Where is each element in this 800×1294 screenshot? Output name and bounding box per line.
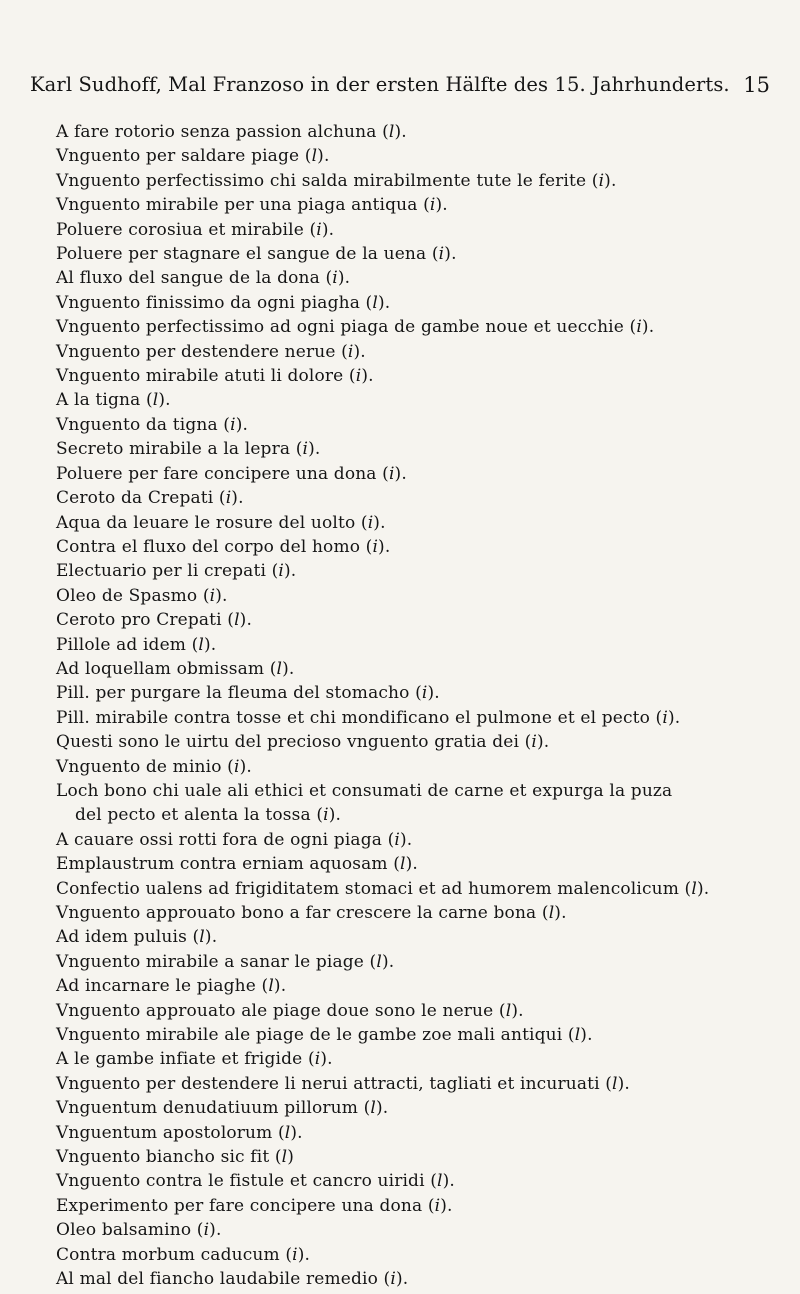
list-item: Poluere per fare concipere una dona (i). — [56, 463, 407, 484]
list-item: Electuario per li crepati (i). — [56, 561, 297, 582]
list-item: A cauare ossi rotti fora de ogni piaga (i). — [56, 829, 413, 850]
entry-text: Vnguento de minio — [56, 756, 222, 777]
source-marker: i — [429, 195, 436, 216]
entry-text: A la tigna — [56, 390, 141, 411]
entry-text: Vnguento biancho sic fit — [56, 1147, 270, 1168]
entry-end: . — [328, 219, 335, 240]
list-item: Oleo balsamino (i). — [56, 1220, 222, 1241]
entry-end: . — [587, 1025, 593, 1046]
list-item: A la tigna (l). — [56, 390, 171, 411]
source-marker: l — [505, 1000, 512, 1021]
entry-end: . — [384, 292, 391, 313]
source-marker: i — [278, 561, 284, 582]
entry-text: Vnguento per saldare piage — [56, 146, 300, 167]
entry-text: Loch bono chi uale ali ethici et consumati de carne et expurga la puza — [56, 780, 673, 801]
entry-end: . — [434, 683, 440, 704]
list-item: Ad loquellam obmissam (l). — [56, 658, 295, 679]
entry-text: Pill. mirabile contra tosse et chi mondificano el pulmone et el pecto — [56, 707, 650, 728]
source-marker: l — [152, 390, 159, 411]
source-marker: l — [574, 1025, 581, 1046]
source-marker: i — [434, 1195, 441, 1216]
list-item: Vnguento finissimo da ogni piagha (l). — [56, 292, 391, 313]
source-marker: l — [548, 903, 555, 923]
entry-end: . — [401, 122, 407, 142]
list-item: Pill. per purgare la fleuma del stomacho (i). — [56, 683, 440, 704]
running-title: Karl Sudhoff, Mal Franzoso in der ersten Hälfte des 15. Jahrhunderts. — [30, 73, 730, 96]
entry-end: . — [561, 903, 567, 923]
source-marker: l — [311, 146, 318, 167]
source-marker: i — [438, 244, 445, 265]
entry-text: A cauare ossi rotti fora de ogni piaga — [56, 829, 383, 850]
source-marker: i — [230, 414, 236, 435]
list-item: Ceroto da Crepati (i). — [56, 488, 244, 509]
entry-text: Vnguento per destendere nerue — [56, 341, 336, 362]
list-item — [56, 779, 756, 828]
source-marker: i — [233, 756, 240, 777]
source-marker: l — [400, 854, 406, 875]
source-marker: l — [376, 951, 382, 972]
entry-end: . — [211, 927, 218, 948]
recipe-list — [56, 120, 756, 1292]
page-header — [30, 73, 770, 103]
entry-continuation: del pecto et alenta la tossa (i). — [75, 805, 342, 826]
entry-end: . — [442, 195, 448, 216]
entry-end: . — [246, 756, 252, 777]
source-marker: i — [316, 219, 322, 240]
source-marker: l — [372, 292, 378, 313]
source-marker: l — [691, 878, 697, 899]
list-item: Vnguentum denudatiuum pillorum (l). — [56, 1098, 389, 1119]
source-marker: l — [198, 634, 204, 655]
source-marker: i — [302, 439, 309, 460]
entry-end: . — [518, 1000, 524, 1021]
source-marker: i — [662, 707, 668, 728]
entry-end: . — [288, 658, 295, 679]
entry-end: . — [447, 1195, 453, 1216]
entry-text: Poluere per stagnare el sangue de la uena — [56, 244, 427, 265]
page-number: 15 — [743, 73, 770, 97]
entry-end: . — [335, 805, 342, 826]
entry-end: . — [215, 1220, 222, 1241]
list-item: Vnguento mirabile a sanar le piage (l). — [56, 951, 395, 972]
entry-text: Vnguento perfectissimo chi salda mirabilmente tute le ferite — [56, 170, 587, 191]
list-item: Emplaustrum contra erniam aquosam (l). — [56, 854, 418, 875]
source-marker: i — [372, 536, 379, 557]
entry-text: Vnguento per destendere li nerui attracti, tagliati et incuruati — [56, 1073, 600, 1094]
entry-text: Vnguento approuato ale piage doue sono le nerue — [56, 1000, 494, 1021]
entry-text: Vnguento da tigna — [56, 414, 218, 435]
entry-end: . — [238, 488, 244, 509]
source-marker: i — [292, 1244, 298, 1265]
entry-end: . — [388, 951, 395, 972]
entry-end: . — [280, 976, 287, 997]
entry-end: . — [344, 268, 351, 289]
source-marker: l — [370, 1098, 376, 1119]
entry-end: . — [703, 878, 710, 899]
entry-text: Electuario per li crepati — [56, 561, 267, 582]
source-marker: l — [234, 610, 240, 631]
list-item: Aqua da leuare le rosure del uolto (i). — [56, 512, 386, 533]
list-item: Secreto mirabile a la lepra (i). — [56, 439, 321, 460]
entry-text: Poluere corosiua et mirabile — [56, 219, 304, 240]
entry-text: Oleo balsamino — [56, 1220, 192, 1241]
entry-end: . — [402, 1269, 409, 1290]
entry-end: . — [624, 1073, 630, 1094]
source-marker: i — [390, 1269, 396, 1290]
source-marker: i — [355, 366, 362, 387]
list-item: Confectio ualens ad frigiditatem stomaci et ad humorem malencolicum (l). — [56, 878, 710, 899]
entry-end: . — [406, 829, 413, 850]
list-item: Vnguento perfectissimo ad ogni piaga de gambe noue et uecchie (i). — [56, 317, 655, 338]
entry-end: . — [304, 1244, 311, 1265]
entry-end: . — [290, 561, 297, 582]
list-item: Vnguentum apostolorum (l). — [56, 1122, 303, 1143]
entry-continuation-text: del pecto et alenta la tossa — [75, 805, 311, 826]
entry-end: . — [210, 634, 217, 655]
entry-end: . — [648, 317, 655, 338]
source-marker: l — [437, 1171, 443, 1192]
entry-text: Vnguento contra le fistule et cancro uiridi — [56, 1171, 425, 1192]
source-marker: l — [284, 1122, 291, 1143]
source-marker: l — [276, 658, 283, 679]
list-item: Vnguento approuato ale piage doue sono le nerue (l). — [56, 1000, 524, 1021]
entry-end: . — [165, 390, 171, 411]
source-marker: i — [421, 683, 428, 704]
source-marker: i — [347, 341, 354, 362]
entry-text: Poluere per fare concipere una dona — [56, 463, 377, 484]
list-item: Vnguento mirabile per una piaga antiqua (i). — [56, 195, 448, 216]
list-item: Poluere corosiua et mirabile (i). — [56, 219, 335, 240]
list-item: Vnguento contra le fistule et cancro uiridi (l). — [56, 1171, 455, 1192]
entry-text: Questi sono le uirtu del precioso vnguento gratia dei — [56, 732, 520, 753]
source-marker: i — [314, 1049, 321, 1070]
list-item: Pillole ad idem (l). — [56, 634, 217, 655]
entry-text: Vnguento mirabile ale piage de le gambe zoe mali antiqui — [56, 1025, 563, 1046]
entry-text: Aqua da leuare le rosure del uolto — [56, 512, 356, 533]
list-item: Ad idem puluis (l). — [56, 927, 218, 948]
source-marker: l — [199, 927, 205, 948]
source-marker: i — [394, 829, 400, 850]
entry-end: . — [543, 732, 550, 753]
entry-text: Ceroto pro Crepati — [56, 610, 222, 631]
source-marker: i — [531, 732, 537, 753]
list-item: Poluere per stagnare el sangue de la uena (i). — [56, 244, 457, 265]
list-item: Vnguento biancho sic fit (l) — [56, 1147, 295, 1168]
list-item: Experimento per fare concipere una dona (i). — [56, 1195, 453, 1216]
source-marker: i — [225, 488, 232, 509]
entry-end: . — [323, 146, 330, 167]
list-item: Ceroto pro Crepati (l). — [56, 610, 253, 631]
list-item: Pill. mirabile contra tosse et chi mondificano el pulmone et el pecto (i). — [56, 707, 681, 728]
entry-end: . — [380, 512, 386, 533]
entry-text: Al fluxo del sangue de la dona — [56, 268, 320, 289]
list-item: Vnguento per saldare piage (l). — [56, 146, 330, 167]
entry-text: Vnguento perfectissimo ad ogni piaga de gambe noue et uecchie — [56, 317, 624, 338]
list-item: Al fluxo del sangue de la dona (i). — [56, 268, 351, 289]
entry-end: . — [360, 341, 366, 362]
entry-end: . — [401, 463, 407, 484]
source-marker: l — [268, 976, 274, 997]
entry-text: Al mal del fiancho laudabile remedio — [56, 1269, 378, 1290]
entry-text: Vnguentum apostolorum — [56, 1122, 273, 1143]
entry-end: . — [384, 536, 391, 557]
source-marker: l — [612, 1073, 618, 1094]
entry-text: Contra el fluxo del corpo del homo — [56, 536, 361, 557]
source-marker: i — [598, 170, 605, 191]
entry-end: . — [314, 439, 321, 460]
list-item: A fare rotorio senza passion alchuna (l). — [56, 122, 407, 142]
entry-text: Pillole ad idem — [56, 634, 187, 655]
entry-text: Ceroto da Crepati — [56, 488, 214, 509]
entry-text: Experimento per fare concipere una dona — [56, 1195, 423, 1216]
entry-end: . — [242, 414, 249, 435]
list-item: Vnguento mirabile ale piage de le gambe zoe mali antiqui (l). — [56, 1025, 593, 1046]
entry-end: . — [368, 366, 374, 387]
source-marker: i — [203, 1220, 210, 1241]
list-item: Al mal del fiancho laudabile remedio (i). — [56, 1269, 409, 1290]
list-item: Vnguento mirabile atuti li dolore (i). — [56, 366, 374, 387]
list-item: Ad incarnare le piaghe (l). — [56, 976, 287, 997]
entry-text: Vnguento finissimo da ogni piagha — [56, 292, 360, 313]
source-marker: l — [388, 122, 395, 142]
list-item: Vnguento per destendere li nerui attracti, tagliati et incuruati (l). — [56, 1073, 630, 1094]
entry-text: Vnguento mirabile a sanar le piage — [56, 951, 364, 972]
entry-end: . — [610, 170, 617, 191]
entry-text: Oleo de Spasmo — [56, 585, 198, 606]
entry-text: Vnguento approuato bono a far crescere la carne bona — [56, 903, 537, 923]
entry-text: Ad incarnare le piaghe — [56, 976, 256, 997]
source-marker: i — [367, 512, 374, 533]
list-item: Vnguento de minio (i). — [56, 756, 252, 777]
entry-text: Vnguento mirabile per una piaga antiqua — [56, 195, 418, 216]
entry-end: . — [222, 585, 228, 606]
entry-text: A fare rotorio senza passion alchuna — [56, 122, 377, 142]
list-item: A le gambe infiate et frigide (i). — [56, 1049, 333, 1070]
entry-text: Vnguentum denudatiuum pillorum — [56, 1098, 359, 1119]
entry-text: A le gambe infiate et frigide — [56, 1049, 303, 1070]
list-item: Oleo de Spasmo (i). — [56, 585, 228, 606]
source-marker: i — [332, 268, 338, 289]
entry-end: . — [451, 244, 457, 265]
list-item: Vnguento perfectissimo chi salda mirabilmente tute le ferite (i). — [56, 170, 617, 191]
entry-text: Contra morbum caducum — [56, 1244, 280, 1265]
entry-text: Ad loquellam obmissam — [56, 658, 265, 679]
entry-end: . — [412, 854, 418, 875]
entry-text: Confectio ualens ad frigiditatem stomaci et ad humorem malencolicum — [56, 878, 679, 899]
entry-end: . — [449, 1171, 455, 1192]
entry-text: Secreto mirabile a la lepra — [56, 439, 291, 460]
entry-text: Pill. per purgare la fleuma del stomacho — [56, 683, 410, 704]
source-marker: l — [281, 1147, 288, 1168]
source-marker: i — [388, 463, 395, 484]
source-marker: i — [209, 585, 216, 606]
list-item: Vnguento approuato bono a far crescere la carne bona (l). — [56, 903, 567, 923]
entry-end: . — [674, 707, 681, 728]
entry-text: Vnguento mirabile atuti li dolore — [56, 366, 344, 387]
entry-text: Emplaustrum contra erniam aquosam — [56, 854, 388, 875]
source-marker: i — [323, 805, 329, 826]
list-item: Contra morbum caducum (i). — [56, 1244, 311, 1265]
entry-end: . — [327, 1049, 333, 1070]
entry-end: . — [382, 1098, 389, 1119]
source-marker: i — [636, 317, 642, 338]
list-item: Vnguento da tigna (i). — [56, 414, 249, 435]
list-item: Contra el fluxo del corpo del homo (i). — [56, 536, 391, 557]
entry-end: . — [297, 1122, 303, 1143]
entry-end: . — [246, 610, 253, 631]
list-item: Questi sono le uirtu del precioso vnguento gratia dei (i). — [56, 732, 550, 753]
entry-text: Ad idem puluis — [56, 927, 187, 948]
list-item: Vnguento per destendere nerue (i). — [56, 341, 366, 362]
